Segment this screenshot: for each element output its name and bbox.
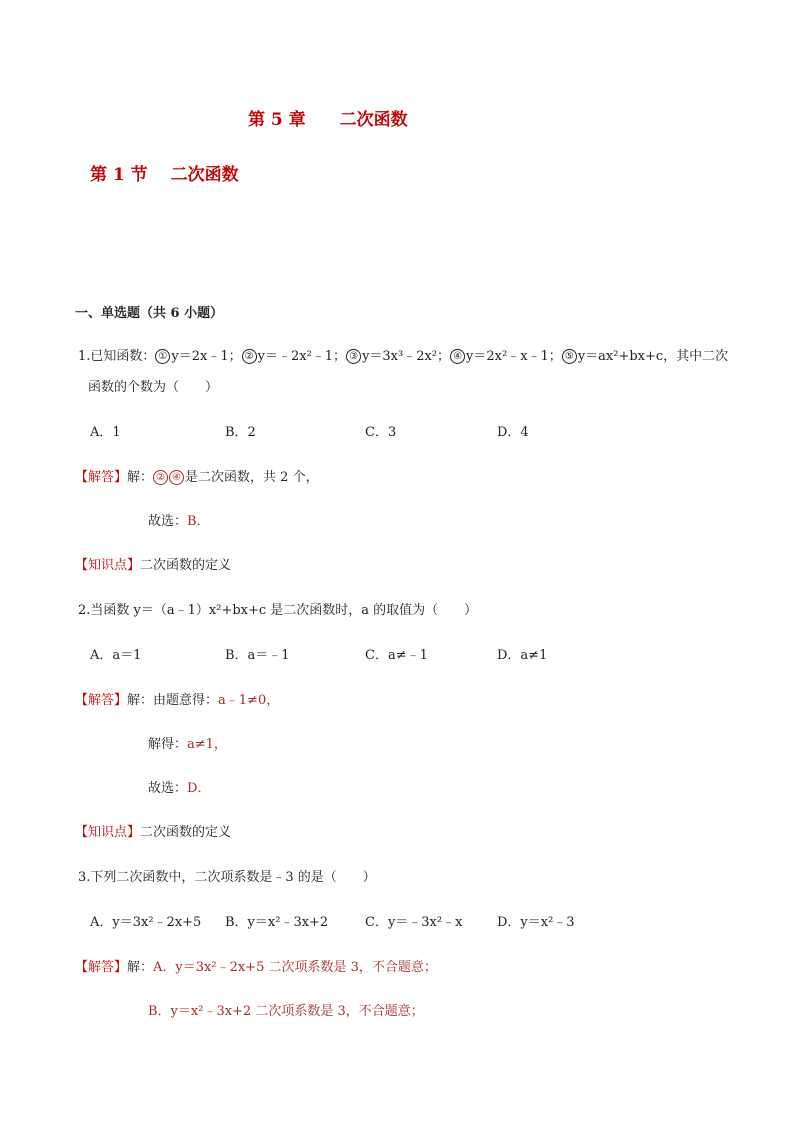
answer-prefix: 解：由题意得： xyxy=(127,693,219,708)
choose-value: B． xyxy=(187,514,210,529)
answer-value: a﹣1≠0， xyxy=(218,693,280,708)
answer-text: 是二次函数，共 2 个， xyxy=(185,470,319,485)
q2-option-c: C．a≠﹣1 xyxy=(365,648,428,663)
solve-value: a≠1， xyxy=(187,737,227,752)
q3-answer xyxy=(75,956,437,975)
circled-number-icon: ④ xyxy=(169,470,184,485)
q1-function-1: y＝2x﹣1； xyxy=(171,349,242,364)
knowledge-tag: 【知识点】 xyxy=(75,558,141,573)
knowledge-text: 二次函数的定义 xyxy=(140,558,232,573)
q1-function-5: y＝ax²+bx+c，其中二次 xyxy=(577,349,729,364)
q1-option-c: C．3 xyxy=(365,425,397,440)
circled-number-icon: ③ xyxy=(346,349,361,364)
answer-tag: 【解答】 xyxy=(75,470,128,485)
answer-tag: 【解答】 xyxy=(75,693,128,708)
q1-option-a: A．1 xyxy=(90,425,121,440)
q2-option-d: D．a≠1 xyxy=(497,648,548,663)
knowledge-text: 二次函数的定义 xyxy=(140,825,232,840)
q3-option-d: D．y＝x²﹣3 xyxy=(497,915,575,930)
q1-knowledge-point xyxy=(75,554,231,573)
question-2-stem: 2.当函数 y＝（a﹣1）x²+bx+c 是二次函数时，a 的取值为（ ） xyxy=(78,603,478,618)
section-title: 第 1 节 二次函数 xyxy=(90,165,239,185)
q1-function-2: y＝﹣2x²﹣1； xyxy=(257,349,347,364)
circled-number-icon: ① xyxy=(155,349,170,364)
question-3-stem: 3.下列二次函数中，二次项系数是﹣3 的是（ ） xyxy=(78,870,376,885)
q1-option-b: B．2 xyxy=(225,425,256,440)
solve-label: 解得： xyxy=(148,737,188,752)
q1-answer xyxy=(75,466,319,485)
q2-option-a: A．a＝1 xyxy=(90,648,142,663)
answer-prefix: 解： xyxy=(127,470,154,485)
answer-tag: 【解答】 xyxy=(75,960,128,975)
circled-number-icon: ⑤ xyxy=(562,349,577,364)
q2-option-b: B．a＝﹣1 xyxy=(225,648,290,663)
question-1-stem xyxy=(78,345,728,364)
circled-number-icon: ② xyxy=(153,470,168,485)
part-heading: 一、单选题（共 6 小题） xyxy=(75,306,224,321)
q1-option-d: D．4 xyxy=(497,425,529,440)
q2-answer xyxy=(75,689,279,708)
choose-value: D． xyxy=(187,781,211,796)
answer-prefix: 解： xyxy=(127,960,154,975)
q3-option-c: C．y＝﹣3x²﹣x xyxy=(365,915,463,930)
q3-answer-b: B．y＝x²﹣3x+2 二次项系数是 3，不合题意； xyxy=(148,1004,424,1019)
q2-knowledge-point xyxy=(75,821,231,840)
q3-option-a: A．y＝3x²﹣2x+5 xyxy=(90,915,202,930)
answer-a: A．y＝3x²﹣2x+5 二次项系数是 3，不合题意； xyxy=(153,960,437,975)
question-1-stem-line2: 函数的个数为（ ） xyxy=(88,380,219,395)
q1-function-4: y＝2x²﹣x﹣1； xyxy=(466,349,562,364)
q3-option-b: B．y＝x²﹣3x+2 xyxy=(225,915,329,930)
chapter-title: 第 5 章 二次函数 xyxy=(248,110,408,130)
q1-function-3: y＝3x³﹣2x²； xyxy=(362,349,451,364)
circled-number-icon: ② xyxy=(242,349,257,364)
choose-label: 故选： xyxy=(148,514,188,529)
knowledge-tag: 【知识点】 xyxy=(75,825,141,840)
q2-solve xyxy=(148,733,227,752)
q1-stem-prefix: 1.已知函数： xyxy=(78,349,156,364)
circled-number-icon: ④ xyxy=(450,349,465,364)
q1-choose xyxy=(148,510,210,529)
choose-label: 故选： xyxy=(148,781,188,796)
q2-choose xyxy=(148,777,210,796)
